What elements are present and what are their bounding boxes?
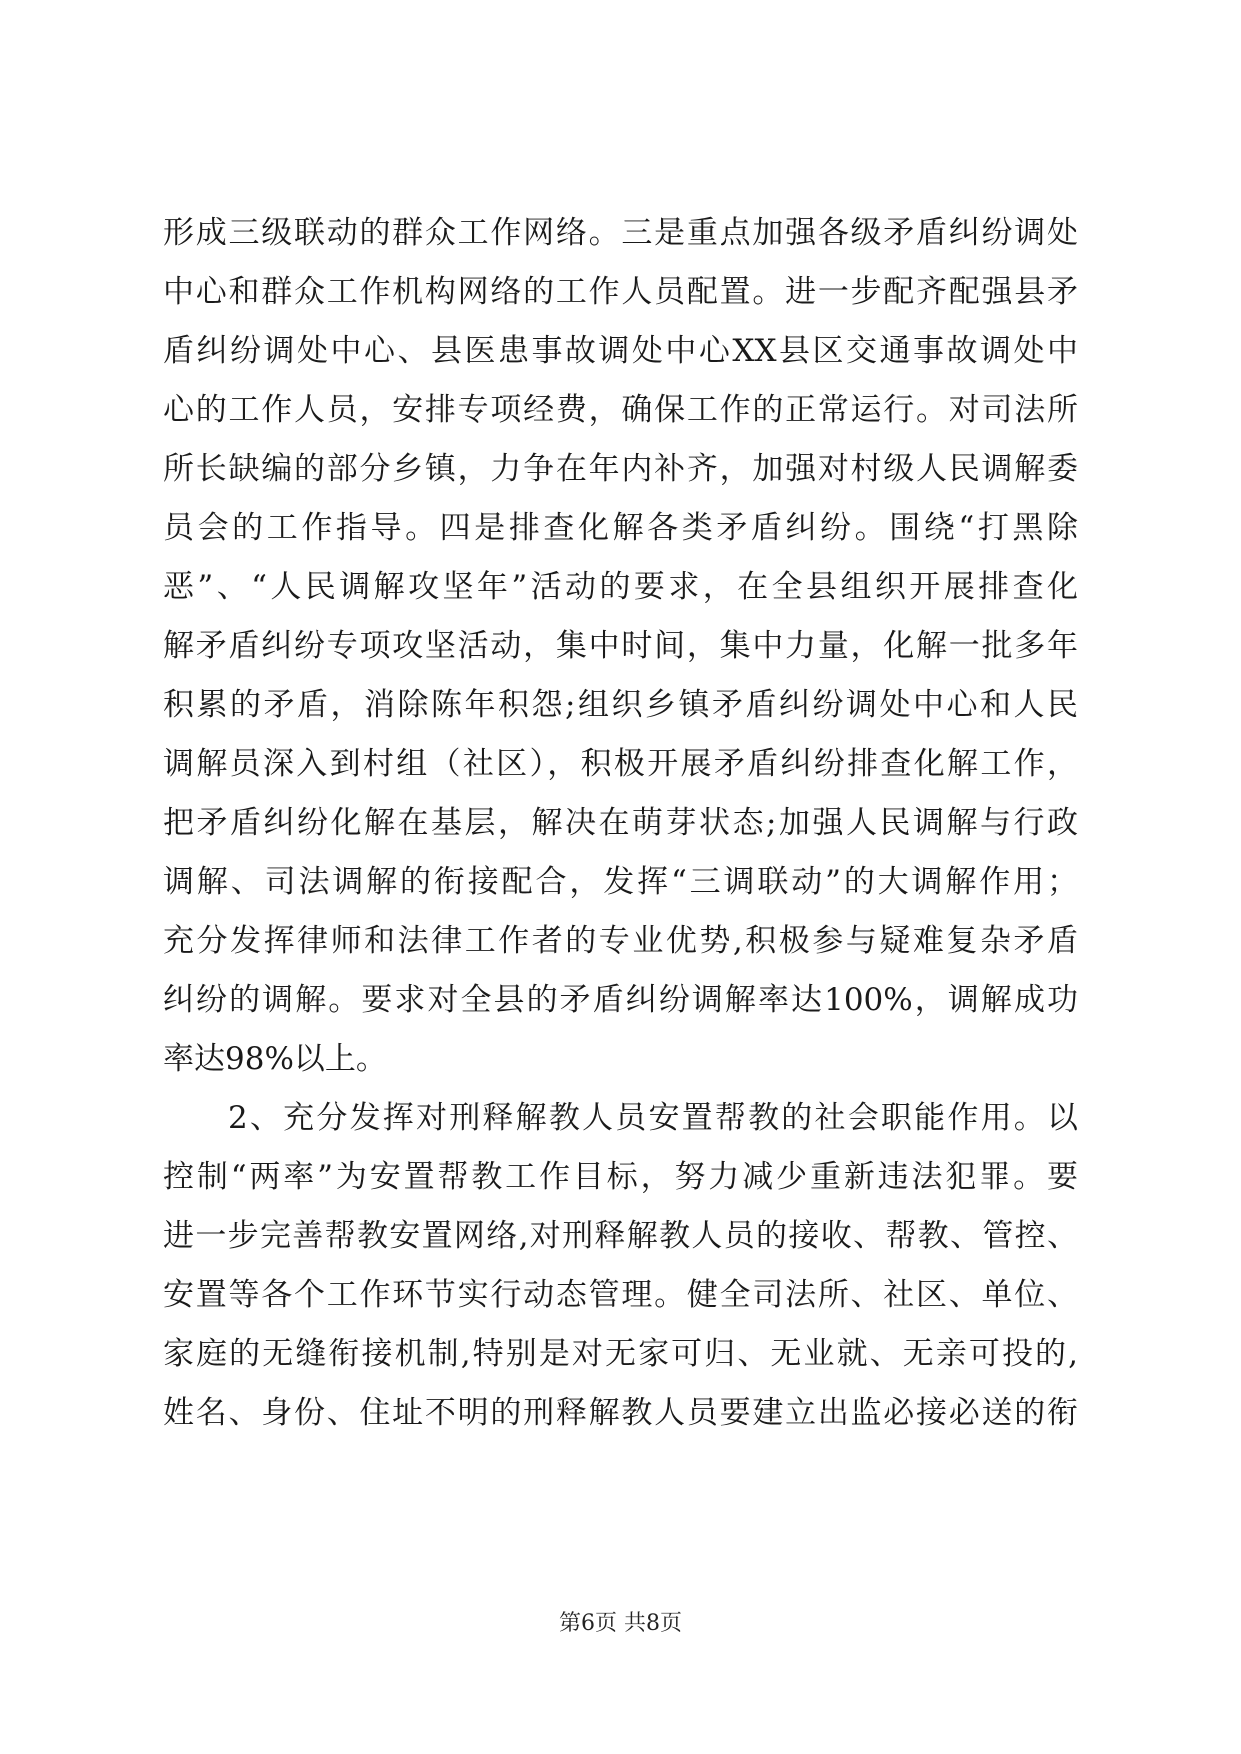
body-text-line: 盾纠纷调处中心、县医患事故调处中心XX县区交通事故调处中	[163, 333, 1078, 369]
body-text-line: 恶”、“人民调解攻坚年”活动的要求，在全县组织开展排查化	[163, 569, 1078, 605]
body-text-line: 进一步完善帮教安置网络,对刑释解教人员的接收、帮教、管控、	[163, 1218, 1078, 1254]
body-text-line: 率达98%以上。	[163, 1041, 387, 1077]
body-text-line: 中心和群众工作机构网络的工作人员配置。进一步配齐配强县矛	[163, 274, 1078, 310]
body-text-line: 充分发挥律师和法律工作者的专业优势,积极参与疑难复杂矛盾	[163, 923, 1078, 959]
body-text-line: 心的工作人员，安排专项经费，确保工作的正常运行。对司法所	[163, 392, 1078, 428]
body-text-line: 姓名、身份、住址不明的刑释解教人员要建立出监必接必送的衔	[163, 1395, 1078, 1431]
body-text-line: 积累的矛盾，消除陈年积怨;组织乡镇矛盾纠纷调处中心和人民	[163, 687, 1078, 723]
page-number-footer: 第6页 共8页	[559, 1611, 682, 1636]
paragraph-start-line: 2、充分发挥对刑释解教人员安置帮教的社会职能作用。以	[228, 1100, 1078, 1136]
body-text-line: 家庭的无缝衔接机制,特别是对无家可归、无业就、无亲可投的,	[163, 1336, 1078, 1372]
body-text-line: 控制“两率”为安置帮教工作目标，努力减少重新违法犯罪。要	[163, 1159, 1078, 1195]
body-text-line: 调解员深入到村组（社区），积极开展矛盾纠纷排查化解工作，	[163, 746, 1078, 782]
body-text-line: 所长缺编的部分乡镇，力争在年内补齐，加强对村级人民调解委	[163, 451, 1078, 487]
body-text-line: 员会的工作指导。四是排查化解各类矛盾纠纷。围绕“打黑除	[163, 510, 1078, 546]
body-text-line: 安置等各个工作环节实行动态管理。健全司法所、社区、单位、	[163, 1277, 1078, 1313]
body-text-line: 调解、司法调解的衔接配合，发挥“三调联动”的大调解作用；	[163, 864, 1078, 900]
body-text-line: 形成三级联动的群众工作网络。三是重点加强各级矛盾纠纷调处	[163, 215, 1078, 251]
body-text-line: 解矛盾纠纷专项攻坚活动，集中时间，集中力量，化解一批多年	[163, 628, 1078, 664]
body-text-line: 纠纷的调解。要求对全县的矛盾纠纷调解率达100%，调解成功	[163, 982, 1078, 1018]
body-text-line: 把矛盾纠纷化解在基层，解决在萌芽状态;加强人民调解与行政	[163, 805, 1078, 841]
